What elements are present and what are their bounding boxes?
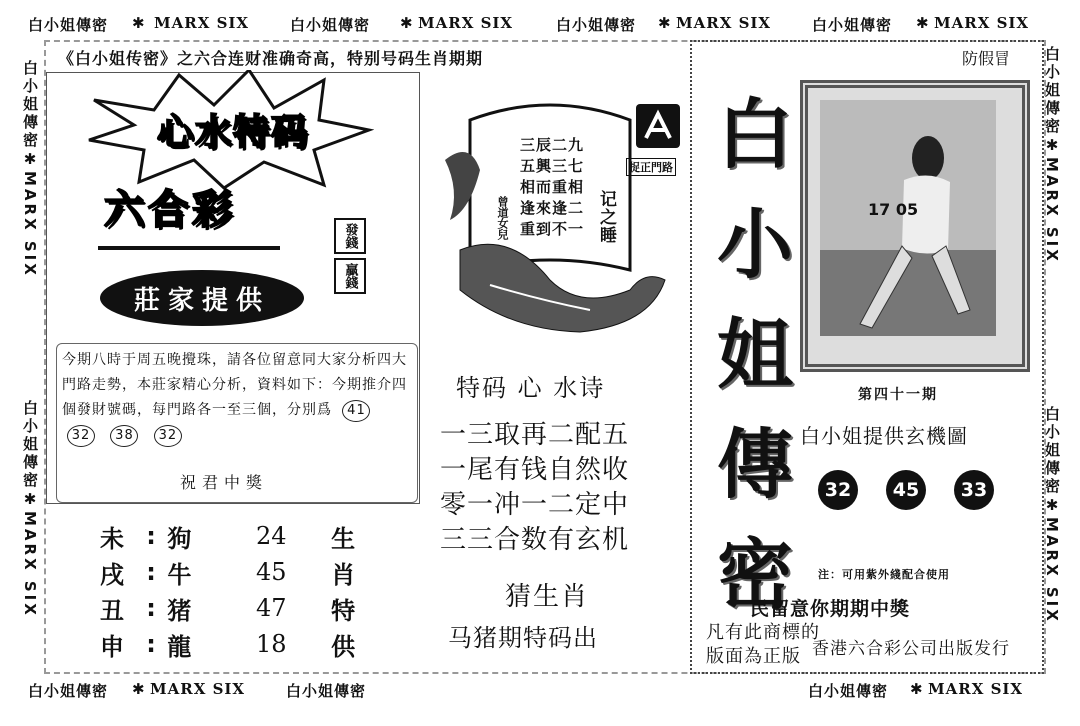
bottom-border-strip bbox=[0, 680, 1080, 702]
border-text: MARX SIX bbox=[150, 680, 246, 698]
notice-line: 版面為正版 bbox=[706, 646, 801, 667]
intro-paragraph bbox=[62, 348, 412, 448]
branch: 申 bbox=[100, 632, 124, 661]
zodiac-row bbox=[100, 518, 360, 554]
number-ball: 45 bbox=[886, 470, 926, 510]
zodiac-row bbox=[100, 590, 360, 626]
scroll-line: 重到不一 bbox=[520, 220, 585, 238]
star-icon: ✱ bbox=[400, 14, 414, 32]
anti-counterfeit-label: 防假冒 bbox=[962, 49, 1011, 68]
left-side-strip-top: 白小姐傳密✱MARX SIX bbox=[21, 60, 39, 278]
separator: : bbox=[146, 630, 156, 658]
border-text: 白小姐傳密 bbox=[28, 682, 109, 700]
banker-pill-text: 莊家提供 bbox=[133, 285, 270, 316]
banker-pill bbox=[100, 270, 304, 326]
tag: 供 bbox=[331, 632, 356, 661]
border-text: 白小姐傳密 bbox=[286, 682, 367, 700]
poem-body bbox=[440, 418, 670, 558]
badge-group bbox=[334, 218, 370, 298]
right-side-strip-top: 白小姐傳密✱MARX SIX bbox=[1043, 46, 1061, 264]
number: 24 bbox=[256, 522, 287, 550]
circled-number: 38 bbox=[110, 425, 138, 447]
issue-number: 第四十一期 bbox=[858, 387, 938, 403]
number: 47 bbox=[256, 594, 287, 622]
border-text: MARX SIX bbox=[928, 680, 1024, 698]
poem-last-line: 马猪期特码出 bbox=[448, 624, 598, 652]
headline-text: 《白小姐传密》之六合连财准确奇高，特别号码生肖期期 bbox=[58, 49, 484, 68]
scroll-poem bbox=[520, 135, 584, 240]
poem-line: 一三取再二配五 bbox=[440, 420, 630, 450]
scroll-signature: 曾道女兒 bbox=[496, 196, 509, 240]
branch: 丑 bbox=[100, 596, 124, 625]
separator: : bbox=[146, 522, 156, 550]
border-text: 白小姐傳密 bbox=[808, 682, 889, 700]
star-icon: ✱ bbox=[916, 14, 930, 32]
badge: 發錢 bbox=[334, 218, 366, 254]
notice-line: 民留意你期期中獎 bbox=[750, 598, 911, 620]
tag: 特 bbox=[331, 596, 356, 625]
door-route-icon bbox=[636, 104, 680, 148]
number: 45 bbox=[256, 558, 287, 586]
scroll-note: 记之睡 bbox=[596, 190, 616, 244]
zodiac-row bbox=[100, 554, 360, 590]
scroll-line: 逢來逢二 bbox=[520, 199, 585, 217]
publisher-text: 香港六合彩公司出版发行 bbox=[812, 639, 1010, 659]
big-title-char: 密 bbox=[717, 530, 793, 619]
mark-six-title: 六合彩 bbox=[104, 187, 236, 233]
tag: 肖 bbox=[331, 560, 356, 589]
star-icon: ✱ bbox=[910, 680, 924, 698]
poem-line: 三三合数有玄机 bbox=[440, 525, 630, 555]
zodiac-table bbox=[100, 518, 360, 662]
zodiac-row bbox=[100, 626, 360, 662]
big-title-char: 姐 bbox=[717, 310, 793, 399]
separator: : bbox=[146, 558, 156, 586]
border-text: MARX SIX bbox=[676, 14, 772, 32]
number: 18 bbox=[256, 630, 287, 658]
animal: 猪 bbox=[167, 596, 192, 625]
circled-number: 32 bbox=[154, 425, 182, 447]
number-balls bbox=[818, 470, 994, 510]
branch: 戌 bbox=[100, 560, 124, 589]
star-icon: ✱ bbox=[132, 680, 146, 698]
star-icon: ✱ bbox=[132, 14, 146, 32]
poem-line: 零一冲一二定中 bbox=[440, 490, 630, 520]
border-text: 白小姐傳密 bbox=[556, 16, 637, 34]
animal: 龍 bbox=[167, 632, 192, 661]
separator: : bbox=[146, 594, 156, 622]
notice-line: 凡有此商標的 bbox=[706, 622, 820, 643]
badge: 贏錢 bbox=[334, 258, 366, 294]
blessing-text: 祝君中獎 bbox=[180, 473, 269, 492]
poem-guess: 猜生肖 bbox=[505, 582, 590, 612]
star-title: 心水特码 bbox=[156, 112, 309, 153]
photo-number: 17 05 bbox=[868, 200, 919, 219]
star-icon: ✱ bbox=[658, 14, 672, 32]
border-text: MARX SIX bbox=[154, 14, 250, 32]
right-side-strip-bottom: 白小姐傳密✱MARX SIX bbox=[1043, 406, 1061, 624]
big-title-char: 白 bbox=[717, 90, 793, 179]
uv-note: 注：可用紫外綫配合使用 bbox=[818, 568, 950, 581]
circled-number: 41 bbox=[342, 400, 370, 422]
branch: 未 bbox=[100, 524, 124, 553]
top-border-strip bbox=[0, 14, 1080, 36]
animal: 牛 bbox=[167, 560, 192, 589]
border-text: MARX SIX bbox=[418, 14, 514, 32]
scroll-line: 三辰二九 bbox=[520, 136, 585, 154]
number-ball: 32 bbox=[818, 470, 858, 510]
intro-text: 今期八時于周五晚攪珠，請各位留意同大家分析四大門路走勢，本莊家精心分析，資料如下：今期推介四個發財號碼，每門路各一至三個，分別爲 bbox=[62, 352, 407, 418]
big-title-char: 傳 bbox=[717, 420, 793, 509]
poem-line: 一尾有钱自然收 bbox=[440, 455, 630, 485]
tag: 生 bbox=[331, 524, 356, 553]
circled-number: 32 bbox=[67, 425, 95, 447]
border-text: 白小姐傳密 bbox=[290, 16, 371, 34]
border-text: 白小姐傳密 bbox=[812, 16, 893, 34]
big-title-char: 小 bbox=[717, 200, 793, 289]
door-route-label: 捉正門路 bbox=[626, 158, 676, 176]
big-title bbox=[700, 80, 810, 630]
puzzle-title: 白小姐提供玄機圖 bbox=[800, 424, 968, 448]
scroll-line: 五興三七 bbox=[520, 157, 585, 175]
border-text: 白小姐傳密 bbox=[28, 16, 109, 34]
number-ball: 33 bbox=[954, 470, 994, 510]
divider-line bbox=[98, 246, 280, 250]
animal: 狗 bbox=[167, 524, 192, 553]
left-side-strip-bottom: 白小姐傳密✱MARX SIX bbox=[21, 400, 39, 618]
poem-title: 特码 心 水诗 bbox=[456, 374, 606, 402]
border-text: MARX SIX bbox=[934, 14, 1030, 32]
scroll-line: 相而重相 bbox=[520, 178, 585, 196]
